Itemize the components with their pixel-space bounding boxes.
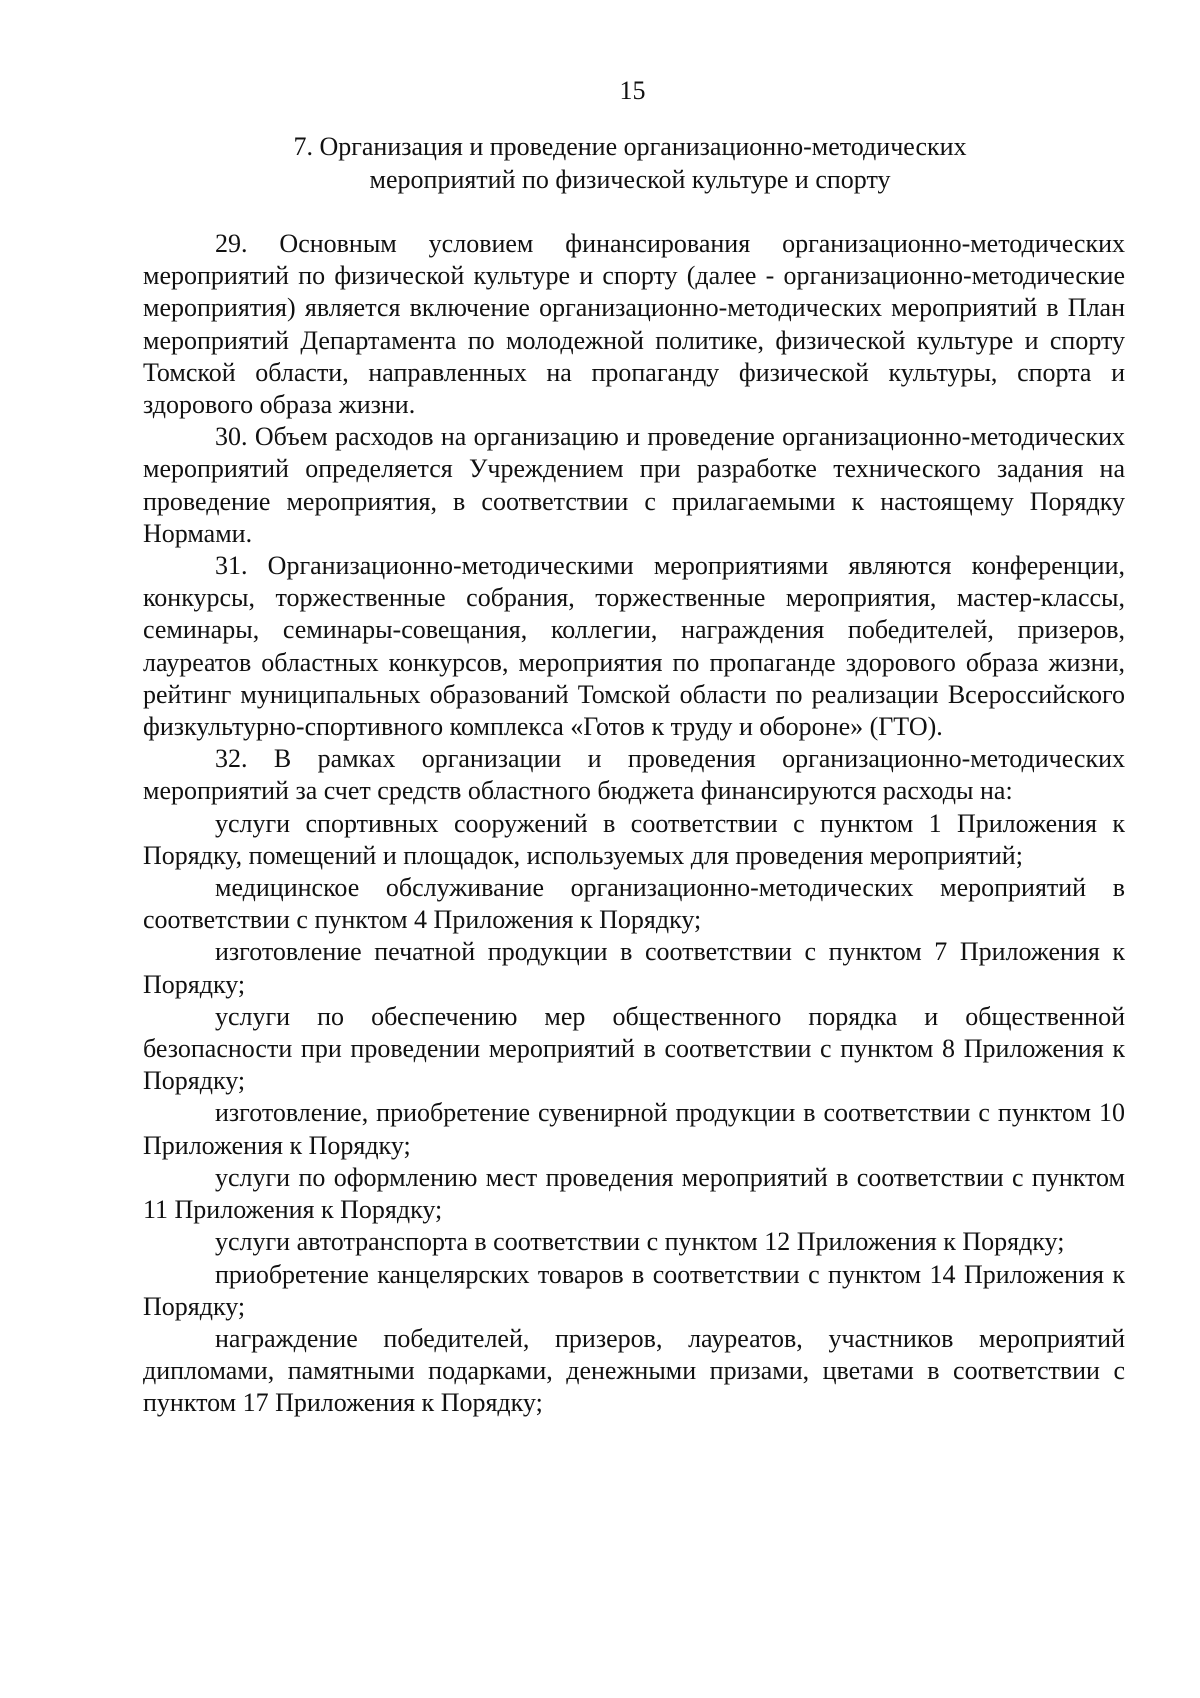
expense-item: услуги автотранспорта в соответствии с пунктом 12 Приложения к Порядку;	[215, 1227, 1065, 1257]
expense-item: услуги по оформлению мест проведения мероприятий в соответствии с пунктом 11 Приложения к Порядку;	[143, 1162, 1125, 1225]
section-title	[220, 130, 1040, 196]
paragraph-31: 31. Организационно-методическими мероприятиями являются конференции, конкурсы, торжественные собрания, торжественные мероприятия, мастер-классы, семинары, семинары-совещания, коллегии, награждения победителей, призеров, лауреатов областных конкурсов, мероприятия по пропаганде здорового образа жизни, рейтинг муниципальных образований Томской области по реализации Всероссийского физкультурно-спортивного комплекса «Готов к труду и обороне» (ГТО).	[143, 551, 1125, 742]
section-title-line: 7. Организация и проведение организационно-методических	[293, 132, 967, 161]
expense-item: услуги спортивных сооружений в соответствии с пунктом 1 Приложения к Порядку, помещений и площадок, используемых для проведения мероприятий;	[143, 808, 1125, 870]
expense-item: услуги по обеспечению мер общественного порядка и общественной безопасности при проведении мероприятий в соответствии с пунктом 8 Приложения к Порядку;	[143, 1001, 1125, 1096]
expense-item: изготовление печатной продукции в соответствии с пунктом 7 Приложения к Порядку;	[143, 937, 1125, 999]
section-title-line: мероприятий по физической культуре и спорту	[369, 165, 891, 194]
expense-item: изготовление, приобретение сувенирной продукции в соответствии с пунктом 10 Приложения к Порядку;	[143, 1098, 1125, 1160]
paragraph-29: 29. Основным условием финансирования организационно-методических мероприятий по физической культуре и спорту (далее - организационно-методические мероприятия) является включение организационно-методических мероприятий в План мероприятий Департамента по молодежной политике, физической культуре и спорту Томской области, направленных на пропаганду физической культуры, спорта и здорового образа жизни.	[143, 229, 1125, 420]
expense-item: приобретение канцелярских товаров в соответствии с пунктом 14 Приложения к Порядку;	[143, 1259, 1125, 1321]
paragraph-32: 32. В рамках организации и проведения организационно-методических мероприятий за счет средств областного бюджета финансируются расходы на:	[143, 744, 1125, 806]
page-number: 15	[619, 76, 646, 105]
document-body	[143, 228, 1125, 1420]
expense-item: медицинское обслуживание организационно-методических мероприятий в соответствии с пунктом 4 Приложения к Порядку;	[143, 873, 1125, 935]
expense-item: награждение победителей, призеров, лауреатов, участников мероприятий дипломами, памятными подарками, денежными призами, цветами в соответствии с пунктом 17 Приложения к Порядку;	[143, 1323, 1125, 1418]
paragraph-30: 30. Объем расходов на организацию и проведение организационно-методических мероприятий определяется Учреждением при разработке технического задания на проведение мероприятия, в соответствии с прилагаемыми к настоящему Порядку Нормами.	[143, 422, 1125, 548]
